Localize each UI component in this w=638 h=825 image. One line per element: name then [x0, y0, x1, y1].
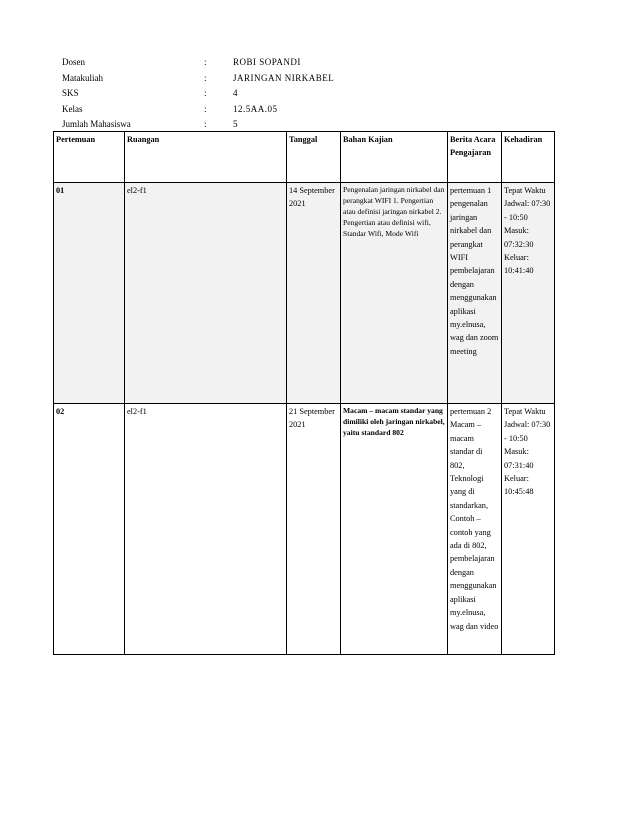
cell-tanggal: 21 September 2021 — [287, 404, 341, 655]
kelas-value: 12.5AA.05 — [233, 103, 278, 114]
cell-kehadiran: Tepat Waktu Jadwal: 07:30 - 10:50 Masuk: 07:31:40 Keluar: 10:45:48 — [502, 404, 555, 655]
cell-berita-acara: pertemuan 2 Macam – macam standar di 802, Teknologi yang di standarkan, Contoh – contoh yang ada di 802, pembelajaran dengan menggunakan aplikasi my.elnusa, wag dan video — [448, 404, 502, 655]
separator: : — [204, 72, 207, 83]
kelas-label: Kelas — [62, 103, 83, 114]
dosen-value: ROBI SOPANDI — [233, 57, 301, 67]
cell-berita-acara: pertemuan 1 pengenalan jaringan nirkabel dan perangkat WIFI pembelajaran dengan menggunakan aplikasi my.elnusa, wag dan zoom meeting — [448, 183, 502, 404]
separator: : — [204, 88, 207, 98]
col-tanggal: Tanggal — [287, 132, 341, 183]
col-kehadiran: Kehadiran — [502, 132, 555, 183]
separator: : — [204, 103, 207, 114]
matakuliah-value: JARINGAN NIRKABEL — [233, 72, 335, 83]
sks-label: SKS — [62, 88, 79, 98]
cell-bahan-kajian: Macam – macam standar yang dimiliki oleh jaringan nirkabel, yaitu standard 802 — [341, 404, 448, 655]
table-header-row — [54, 132, 555, 183]
cell-ruangan: el2-f1 — [125, 183, 287, 404]
table-row — [54, 404, 555, 655]
jumlah-label: Jumlah Mahasiswa — [62, 119, 131, 129]
col-berita-acara: Berita Acara Pengajaran — [448, 132, 502, 183]
cell-pertemuan: 02 — [54, 404, 125, 655]
col-pertemuan: Pertemuan — [54, 132, 125, 183]
col-ruangan: Ruangan — [125, 132, 287, 183]
cell-pertemuan: 01 — [54, 183, 125, 404]
separator: : — [204, 57, 207, 67]
cell-tanggal: 14 September 2021 — [287, 183, 341, 404]
jumlah-value: 5 — [233, 119, 238, 129]
cell-ruangan: el2-f1 — [125, 404, 287, 655]
separator: : — [204, 119, 207, 129]
attendance-table — [53, 131, 555, 655]
cell-kehadiran: Tepat Waktu Jadwal: 07:30 - 10:50 Masuk: 07:32:30 Keluar: 10:41:40 — [502, 183, 555, 404]
sks-value: 4 — [233, 88, 238, 98]
cell-bahan-kajian: Pengenalan jaringan nirkabel dan perangkat WIFI 1. Pengertian atau definisi jaringan nirkabel 2. Pengertian atau definisi wifi, Standar Wifi, Mode Wifi — [341, 183, 448, 404]
col-bahan-kajian: Bahan Kajian — [341, 132, 448, 183]
matakuliah-label: Matakuliah — [62, 72, 103, 83]
table-row — [54, 183, 555, 404]
dosen-label: Dosen — [62, 57, 85, 67]
